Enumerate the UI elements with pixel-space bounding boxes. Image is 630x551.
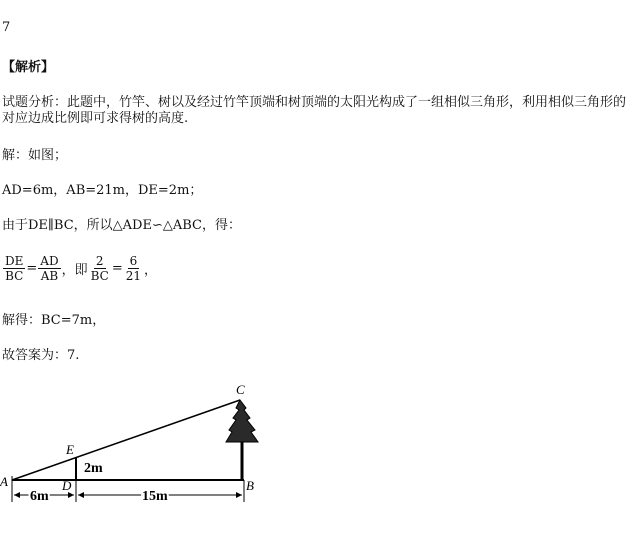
answer-top: 7 xyxy=(2,20,11,35)
fraction-denominator: BC xyxy=(5,269,24,283)
label-c: C xyxy=(236,382,245,397)
fraction-denominator: 21 xyxy=(125,269,142,283)
dim-label-db: 15m xyxy=(142,489,168,504)
final-answer: 故答案为：7. xyxy=(2,348,80,363)
tree-crown-icon xyxy=(226,400,258,442)
label-a: A xyxy=(0,474,8,489)
similarity-reason: 由于DE∥BC，所以△ADE∽△ABC，得： xyxy=(2,218,241,233)
sun-ray-line xyxy=(12,400,240,480)
fraction-ad-ab xyxy=(38,254,60,283)
fraction-2-bc xyxy=(89,254,111,283)
connector-text: ，即 xyxy=(61,263,88,278)
fraction-numerator: 6 xyxy=(129,254,138,268)
fraction-denominator: AB xyxy=(40,269,59,283)
equals-sign: = xyxy=(26,261,38,276)
fraction-denominator: BC xyxy=(90,269,109,283)
section-label: 【解析】 xyxy=(2,60,55,75)
fraction-numerator: AD xyxy=(40,254,59,268)
arrow-left-icon xyxy=(14,492,20,498)
arrow-right-icon xyxy=(236,492,242,498)
analysis-paragraph: 试题分析：此题中，竹竿、树以及经过竹竿顶端和树顶端的太阳光构成了一组相似三角形，利用相似三角形的对应边成比例即可求得树的高度. xyxy=(2,95,627,126)
given-values: AD=6m，AB=21m，DE=2m； xyxy=(2,183,203,198)
proportion-equation xyxy=(2,254,157,283)
fraction-6-21 xyxy=(124,254,143,283)
dim-label-ad: 6m xyxy=(30,489,49,504)
solve-result: 解得：BC=7m， xyxy=(2,313,106,328)
dim-label-de: 2m xyxy=(84,461,103,476)
trailing-comma: ， xyxy=(144,263,158,278)
solution-intro: 解：如图； xyxy=(2,148,68,163)
fraction-numerator: 2 xyxy=(95,254,104,268)
label-e: E xyxy=(66,442,74,457)
arrow-left-icon xyxy=(78,492,84,498)
label-b: B xyxy=(246,478,254,493)
label-d: D xyxy=(62,478,72,493)
equals-sign: = xyxy=(111,261,123,276)
fraction-de-bc xyxy=(3,254,25,283)
fraction-numerator: DE xyxy=(5,254,24,268)
similar-triangles-figure xyxy=(0,380,630,551)
